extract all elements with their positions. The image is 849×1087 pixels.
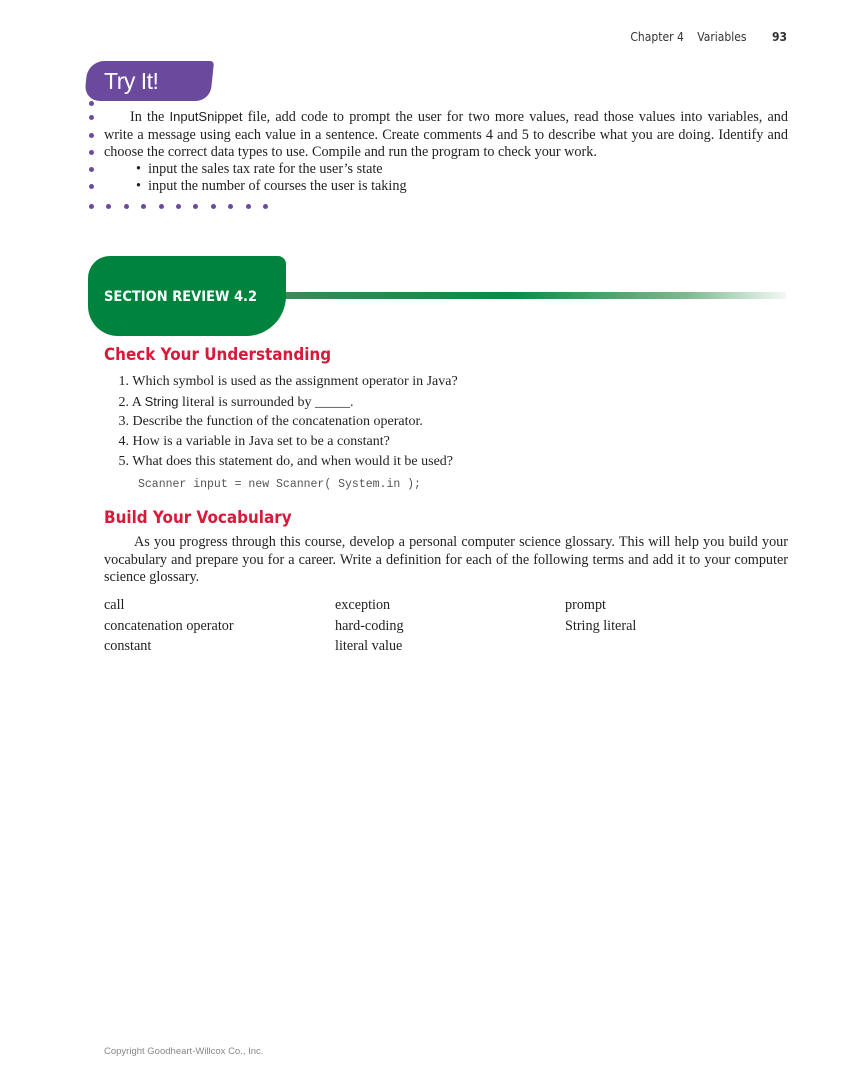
- text: As you progress through this course, develop a personal computer science glossary. This will help you build your vocabulary and prepare you for a career. Write a definition for each of the following terms and add it to your computer science glossary.: [104, 534, 788, 586]
- section-review-title: SECTION REVIEW 4.2: [104, 289, 258, 305]
- question-3: [104, 414, 423, 430]
- vocab-term: exception: [335, 597, 391, 613]
- chapter-label: Chapter 4: [630, 30, 684, 44]
- question-text: literal is surrounded by _____.: [178, 395, 354, 410]
- dot: [89, 167, 94, 172]
- try-it-instructions: [104, 108, 788, 162]
- text: In the: [130, 109, 170, 125]
- dot: [176, 204, 181, 209]
- question-text: A: [131, 395, 145, 410]
- vocab-term: literal value: [335, 638, 403, 654]
- question-number: 1.: [118, 374, 129, 389]
- question-2: [104, 394, 354, 411]
- question-4: [104, 434, 390, 450]
- dot: [124, 204, 129, 209]
- dot: [106, 204, 111, 209]
- chapter-title: Variables: [697, 30, 747, 44]
- dot: [263, 204, 268, 209]
- running-header: [620, 30, 787, 44]
- section-review-rule: [284, 292, 786, 299]
- dot: [89, 204, 94, 209]
- check-understanding-heading: Check Your Understanding: [104, 345, 332, 364]
- question-text: Which symbol is used as the assignment operator in Java?: [132, 374, 458, 389]
- question-text: Describe the function of the concatenation operator.: [132, 414, 423, 429]
- question-5: [104, 454, 453, 470]
- vocabulary-intro: [104, 534, 788, 587]
- dot: [228, 204, 233, 209]
- dot: [211, 204, 216, 209]
- try-it-bullet: • input the sales tax rate for the user’s state: [136, 161, 383, 177]
- text: file, add code to prompt the user for two more values, read those values into variables, and write a message using each value in a sentence. Create comments 4 and 5 to describe what you are doing. Identify and choose the correct data types to use. Compile and run the program to check your work.: [104, 109, 788, 161]
- code-snippet: Scanner input = new Scanner( System.in );: [138, 478, 421, 491]
- file-name: InputSnippet: [169, 109, 243, 124]
- question-number: 5.: [118, 454, 129, 469]
- vocab-term: [565, 618, 636, 635]
- page-number: 93: [771, 30, 787, 44]
- vocab-term: hard-coding: [335, 618, 404, 634]
- dot: [89, 101, 94, 106]
- vocab-term: constant: [104, 638, 152, 654]
- vocab-term: concatenation operator: [104, 618, 234, 634]
- dot: [89, 115, 94, 120]
- dot: [246, 204, 251, 209]
- vocab-term: call: [104, 597, 125, 613]
- dot: [89, 150, 94, 155]
- try-it-bullet: • input the number of courses the user is taking: [136, 178, 407, 194]
- dot: [159, 204, 164, 209]
- code-term: String: [144, 394, 179, 409]
- build-vocabulary-heading: Build Your Vocabulary: [104, 508, 292, 527]
- bullet-text: input the number of courses the user is taking: [148, 178, 407, 194]
- question-1: [104, 374, 458, 390]
- question-text: What does this statement do, and when would it be used?: [132, 454, 454, 469]
- dot: [141, 204, 146, 209]
- vocab-term: prompt: [565, 597, 606, 613]
- bullet-text: input the sales tax rate for the user’s state: [148, 161, 383, 177]
- dot: [89, 133, 94, 138]
- question-text: How is a variable in Java set to be a constant?: [132, 434, 390, 449]
- dot: [89, 184, 94, 189]
- dot: [193, 204, 198, 209]
- vocab-term-text: String literal: [565, 618, 637, 634]
- try-it-label: Try It!: [104, 68, 159, 94]
- question-number: 2.: [118, 395, 129, 410]
- question-number: 3.: [118, 414, 129, 429]
- question-number: 4.: [118, 434, 129, 449]
- copyright: Copyright Goodheart-Willcox Co., Inc.: [104, 1046, 264, 1057]
